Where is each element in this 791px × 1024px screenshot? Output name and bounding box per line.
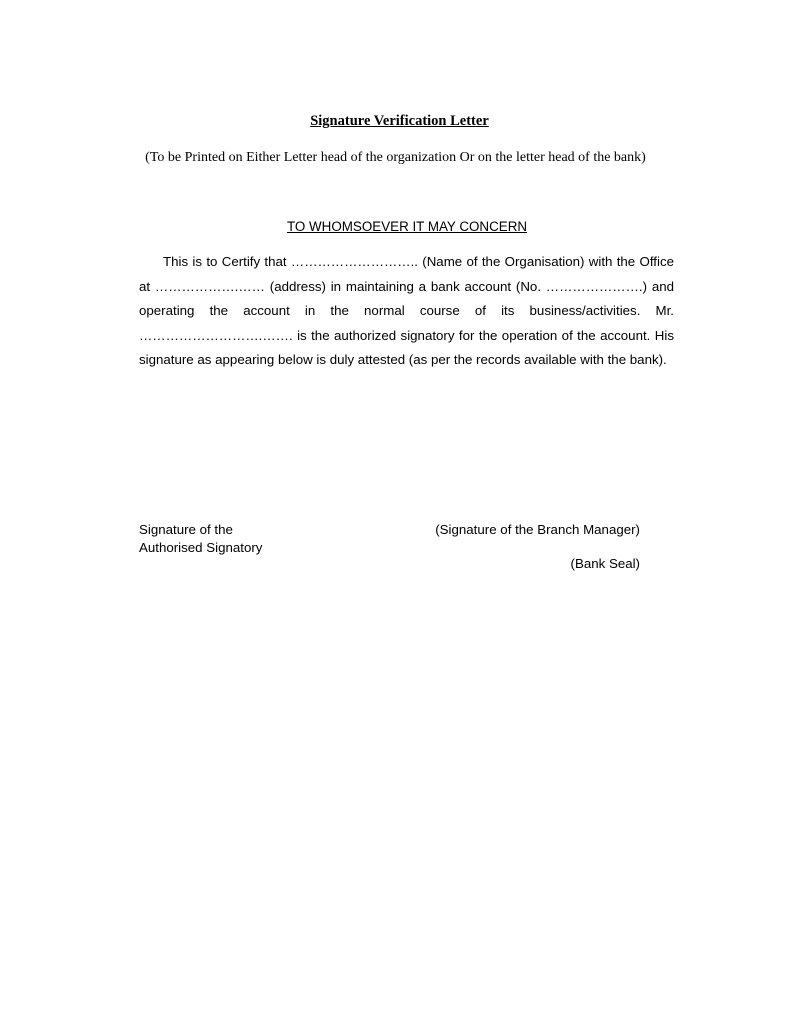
letter-body-paragraph: This is to Certify that ……………………….. (Name of the Organisation) with the Office at ……………….…… (address) in maintaining a bank account (No. ………………….) and operating the account in the normal course of its business/activities. Mr. ……………………….……. is the authorized signatory for the operation of the account. His signature as appearing below is duly attested (as per the records available with the bank). bbox=[139, 254, 674, 368]
letter-subtitle: (To be Printed on Either Letter head of the organization Or on the letter head of the bank) bbox=[145, 150, 646, 165]
authorised-signatory-block bbox=[139, 521, 262, 556]
signatory-label-line1: Signature of the bbox=[139, 522, 233, 537]
letter-title: Signature Verification Letter bbox=[310, 113, 489, 129]
letter-heading: TO WHOMSOEVER IT MAY CONCERN bbox=[286, 219, 528, 234]
bank-seal-label: (Bank Seal) bbox=[570, 556, 640, 571]
signatory-label-line2: Authorised Signatory bbox=[139, 539, 263, 555]
branch-manager-signature-label: (Signature of the Branch Manager) bbox=[435, 522, 640, 537]
